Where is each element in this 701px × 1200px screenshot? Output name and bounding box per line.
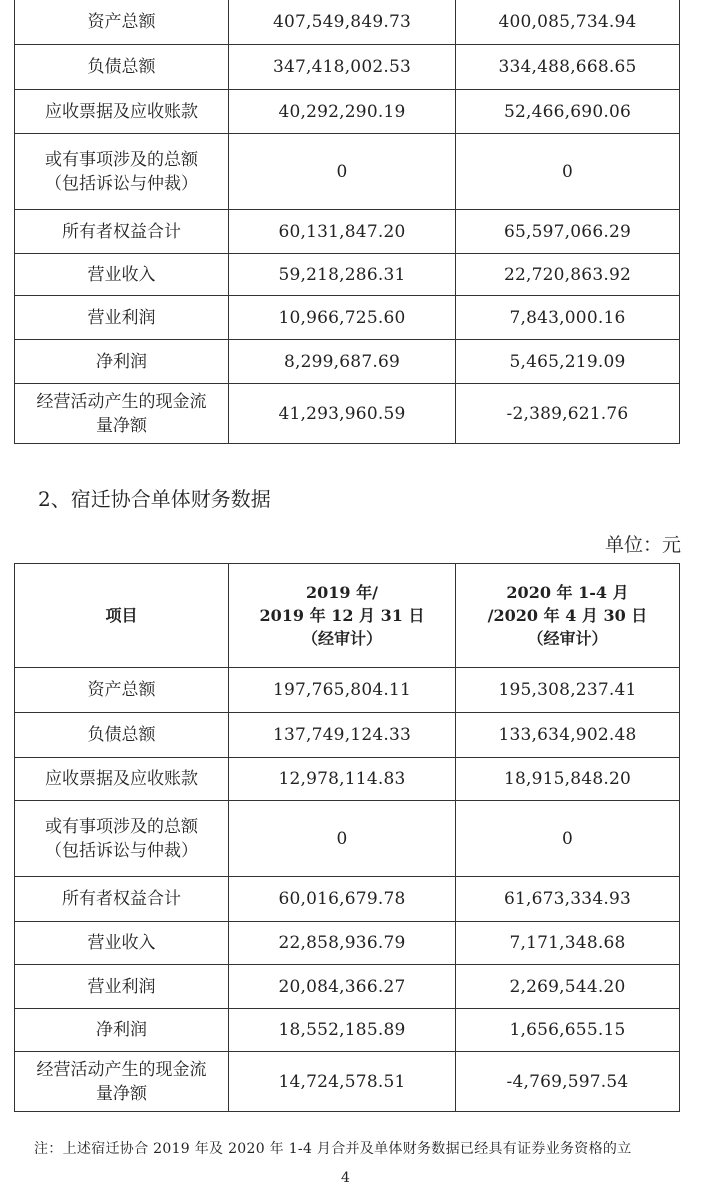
table-row bbox=[15, 877, 680, 922]
row-label: 或有事项涉及的总额 （包括诉讼与仲裁） bbox=[15, 801, 229, 877]
value-2020: 18,915,848.20 bbox=[456, 758, 680, 801]
row-label: 应收票据及应收账款 bbox=[15, 758, 229, 801]
footnote: 注：上述宿迁协合 2019 年及 2020 年 1-4 月合并及单体财务数据已经具有证券业务资格的立 bbox=[34, 1141, 632, 1157]
table-row bbox=[15, 254, 680, 296]
row-label: 净利润 bbox=[15, 340, 229, 384]
table-row bbox=[15, 713, 680, 758]
value-2020: 0 bbox=[456, 134, 680, 210]
table-row bbox=[15, 668, 680, 713]
value-2019: 22,858,936.79 bbox=[229, 922, 456, 965]
row-label: 负债总额 bbox=[15, 45, 229, 90]
value-2020: 61,673,334.93 bbox=[456, 877, 680, 922]
row-label: 资产总额 bbox=[15, 668, 229, 713]
value-2019: 60,131,847.20 bbox=[229, 210, 456, 254]
row-label: 营业收入 bbox=[15, 922, 229, 965]
value-2019: 10,966,725.60 bbox=[229, 296, 456, 340]
row-label: 所有者权益合计 bbox=[15, 877, 229, 922]
row-label: 应收票据及应收账款 bbox=[15, 90, 229, 134]
value-2020: 195,308,237.41 bbox=[456, 668, 680, 713]
row-label: 净利润 bbox=[15, 1009, 229, 1052]
value-2020: 7,171,348.68 bbox=[456, 922, 680, 965]
header-item: 项目 bbox=[15, 564, 229, 668]
row-label: 经营活动产生的现金流 量净额 bbox=[15, 1052, 229, 1112]
value-2019: 40,292,290.19 bbox=[229, 90, 456, 134]
value-2020: -4,769,597.54 bbox=[456, 1052, 680, 1112]
value-2019: 137,749,124.33 bbox=[229, 713, 456, 758]
value-2019: 14,724,578.51 bbox=[229, 1052, 456, 1112]
value-2019: 0 bbox=[229, 801, 456, 877]
table-row bbox=[15, 1009, 680, 1052]
value-2020: 22,720,863.92 bbox=[456, 254, 680, 296]
page-number: 4 bbox=[341, 1170, 350, 1186]
value-2019: 0 bbox=[229, 134, 456, 210]
value-2019: 197,765,804.11 bbox=[229, 668, 456, 713]
value-2020: 65,597,066.29 bbox=[456, 210, 680, 254]
row-label: 经营活动产生的现金流 量净额 bbox=[15, 384, 229, 444]
unit-label: 单位：元 bbox=[604, 534, 681, 556]
table-row bbox=[15, 340, 680, 384]
table-row bbox=[15, 45, 680, 90]
table-row bbox=[15, 965, 680, 1009]
value-2019: 18,552,185.89 bbox=[229, 1009, 456, 1052]
value-2019: 347,418,002.53 bbox=[229, 45, 456, 90]
table-row bbox=[15, 1052, 680, 1112]
value-2019: 12,978,114.83 bbox=[229, 758, 456, 801]
value-2019: 8,299,687.69 bbox=[229, 340, 456, 384]
table-row bbox=[15, 384, 680, 444]
value-2020: 1,656,655.15 bbox=[456, 1009, 680, 1052]
value-2020: 334,488,668.65 bbox=[456, 45, 680, 90]
header-period-2020: 2020 年 1-4 月 /2020 年 4 月 30 日 （经审计） bbox=[456, 564, 680, 668]
value-2019: 41,293,960.59 bbox=[229, 384, 456, 444]
value-2020: 5,465,219.09 bbox=[456, 340, 680, 384]
row-label: 营业收入 bbox=[15, 254, 229, 296]
value-2019: 20,084,366.27 bbox=[229, 965, 456, 1009]
value-2020: -2,389,621.76 bbox=[456, 384, 680, 444]
row-label: 所有者权益合计 bbox=[15, 210, 229, 254]
value-2020: 2,269,544.20 bbox=[456, 965, 680, 1009]
value-2019: 60,016,679.78 bbox=[229, 877, 456, 922]
table-row bbox=[15, 801, 680, 877]
table-row bbox=[15, 90, 680, 134]
table-row bbox=[15, 0, 680, 45]
row-label: 或有事项涉及的总额 （包括诉讼与仲裁） bbox=[15, 134, 229, 210]
section-title: 2、宿迁协合单体财务数据 bbox=[38, 487, 271, 511]
table-row bbox=[15, 210, 680, 254]
value-2020: 133,634,902.48 bbox=[456, 713, 680, 758]
table-row bbox=[15, 922, 680, 965]
header-period-2019: 2019 年/ 2019 年 12 月 31 日 （经审计） bbox=[229, 564, 456, 668]
consolidated-financial-table bbox=[14, 0, 680, 444]
row-label: 负债总额 bbox=[15, 713, 229, 758]
value-2020: 400,085,734.94 bbox=[456, 0, 680, 45]
row-label: 营业利润 bbox=[15, 965, 229, 1009]
value-2019: 59,218,286.31 bbox=[229, 254, 456, 296]
header-row bbox=[15, 564, 680, 668]
row-label: 资产总额 bbox=[15, 0, 229, 45]
standalone-financial-table bbox=[14, 563, 680, 1112]
table-row bbox=[15, 758, 680, 801]
value-2020: 0 bbox=[456, 801, 680, 877]
value-2020: 52,466,690.06 bbox=[456, 90, 680, 134]
row-label: 营业利润 bbox=[15, 296, 229, 340]
table-row bbox=[15, 296, 680, 340]
value-2020: 7,843,000.16 bbox=[456, 296, 680, 340]
value-2019: 407,549,849.73 bbox=[229, 0, 456, 45]
table-row bbox=[15, 134, 680, 210]
